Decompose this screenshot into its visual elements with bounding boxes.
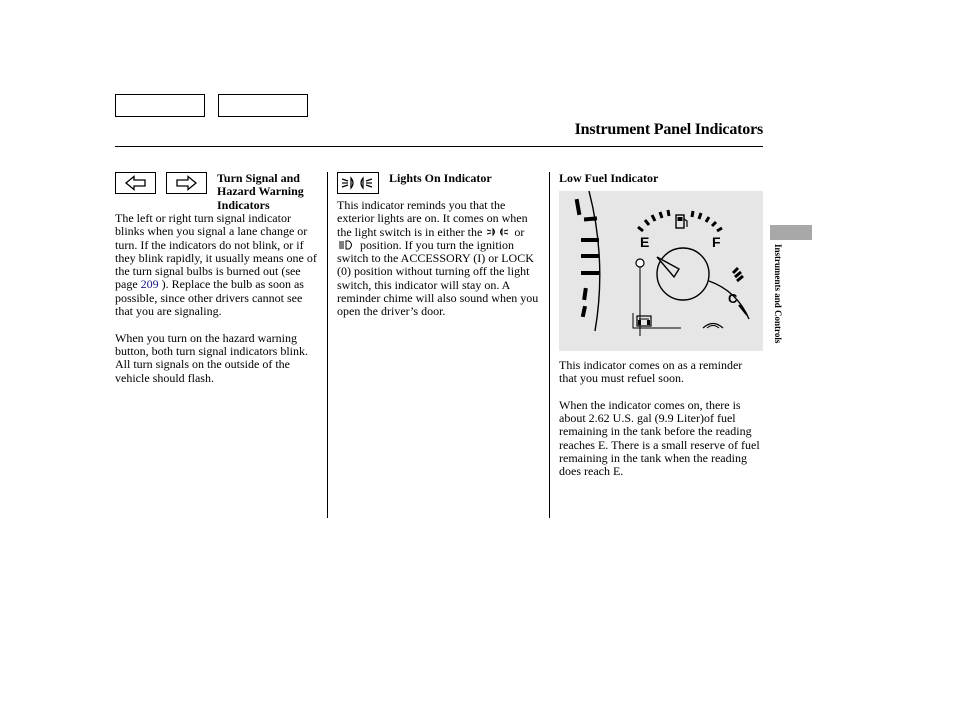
section-tab-label: Instruments and Controls	[773, 244, 783, 344]
or-word: or	[514, 224, 525, 239]
page-reference-link[interactable]: 209	[140, 277, 159, 292]
right-turn-signal-box	[166, 172, 207, 194]
gauge-cold-label: C	[728, 291, 738, 306]
fuel-gauge-illustration	[559, 191, 763, 351]
gauge-empty-label: E	[640, 234, 650, 250]
section-tab[interactable]	[770, 225, 812, 240]
turn-signal-text	[115, 212, 321, 385]
parking-lights-icon	[485, 227, 511, 237]
paragraph-text: ). Replace the bulb as soon as possible, since other drivers cannot see that you are signaling.	[115, 277, 304, 319]
turn-signal-paragraph-1	[115, 212, 321, 318]
low-fuel-paragraph-1: This indicator comes on as a reminder that you must refuel soon.	[559, 358, 743, 386]
right-arrow-icon	[167, 173, 206, 193]
left-arrow-icon	[116, 173, 155, 193]
lights-on-heading: Lights On Indicator	[389, 171, 492, 185]
lights-on-text	[337, 199, 543, 319]
low-fuel-lamp-icon	[636, 259, 644, 267]
fuel-gauge-figure	[559, 191, 763, 351]
low-fuel-heading: Low Fuel Indicator	[559, 171, 659, 185]
gauge-full-label: F	[712, 234, 721, 250]
lights-on-indicator-box	[337, 172, 379, 194]
heading-line: Indicators	[217, 197, 270, 212]
turn-signal-paragraph-2: When you turn on the hazard warning button, both turn signal indicators blink. All turn signals on the outside of the vehicle should flash.	[115, 330, 308, 385]
fuel-pump-icon	[676, 215, 687, 228]
paragraph-text: The left or right turn signal indicator blinks when you signal a lane change or turn. If the indicators do not blink, or if they blink rapidly, it usually means one of the turn signal bulbs is burned out (see page	[115, 211, 317, 292]
turn-signal-heading	[217, 172, 325, 212]
low-fuel-paragraph-2: When the indicator comes on, there is about 2.62 U.S. gal (9.9 Liter)of fuel remaining in the tank before the reading reaches E. There is a small reserve of fuel remaining in the tank when the reading does reach E.	[559, 397, 760, 479]
heading-line: Hazard Warning	[217, 184, 304, 199]
heading-line: Turn Signal and	[217, 171, 300, 185]
page-title: Instrument Panel Indicators	[574, 121, 763, 138]
paragraph-text: This indicator reminds you that the exterior lights are on. It comes on when the light switch is in either the	[337, 198, 528, 239]
title-divider	[115, 146, 763, 147]
lights-on-icon	[338, 173, 378, 193]
paragraph-text: position. If you turn the ignition switch to the ACCESSORY (I) or LOCK (0) position without turning off the light switch, this indicator will stay on. A reminder chime will also sound when you open the driver’s door.	[337, 237, 539, 319]
low-fuel-text	[559, 359, 763, 479]
nav-button-next[interactable]	[218, 94, 308, 117]
nav-button-previous[interactable]	[115, 94, 205, 117]
column-divider	[549, 172, 550, 518]
headlights-icon	[337, 240, 357, 250]
column-divider	[327, 172, 328, 518]
left-turn-signal-box	[115, 172, 156, 194]
